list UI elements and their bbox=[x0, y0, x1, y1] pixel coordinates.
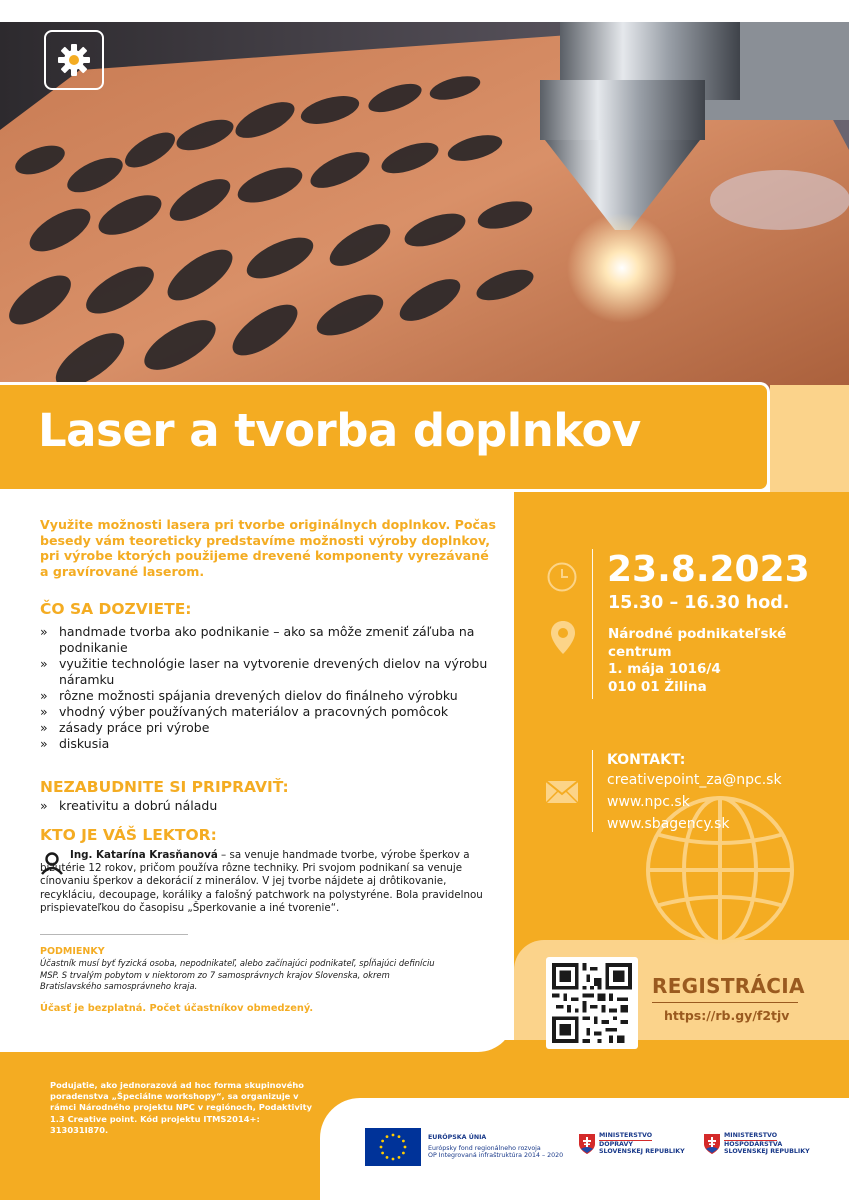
list-item: » diskusia bbox=[40, 736, 500, 752]
registration-link[interactable]: https://rb.gy/f2tjv bbox=[664, 1008, 790, 1023]
event-date: 23.8.2023 bbox=[607, 549, 810, 590]
eu-line-2: OP Integrovaná infraštruktúra 2014 – 2020 bbox=[428, 1152, 564, 1160]
ministry-transport-logo-text bbox=[599, 1132, 699, 1156]
qr-code[interactable] bbox=[546, 957, 638, 1049]
location-pin-icon bbox=[550, 620, 576, 656]
learn-heading: ČO SA DOZVIETE: bbox=[40, 600, 192, 618]
ministry-economy-line-2: SLOVENSKEJ REPUBLIKY bbox=[724, 1148, 810, 1156]
contact-heading: KONTAKT: bbox=[607, 752, 686, 768]
ministry-economy-title: MINISTERSTVO bbox=[724, 1132, 778, 1139]
list-item: » rôzne možnosti spájania drevených dielov do finálneho výrobku bbox=[40, 688, 500, 704]
ministry-economy-line-1: HOSPODÁRSTVA bbox=[724, 1140, 783, 1148]
venue-line: centrum bbox=[608, 643, 672, 660]
clock-icon bbox=[546, 561, 578, 593]
venue-line: Národné podnikateľské bbox=[608, 626, 787, 642]
top-white-strip bbox=[0, 0, 849, 22]
conditions-heading: PODMIENKY bbox=[40, 946, 105, 957]
eu-flag bbox=[365, 1128, 421, 1166]
gear-icon bbox=[56, 42, 92, 78]
lecturer-description: – sa venuje handmade tvorbe, výrobe šperkov a bižutérie 12 rokov, pričom používa rôzne techniky. Pri svojom podnikaní sa venuje cínovaniu šperkov a dekorácií z minerálov. V jej tvorbe nájdete aj drôtikovanie, recykláciu, decoupage, koráliky a falošný patchwork na polystyréne. Bola pravidelnou prispievateľkou do časopisu „Šperkovanie a iné tvorenie“. bbox=[40, 849, 483, 914]
ministry-transport-title: MINISTERSTVO bbox=[599, 1132, 653, 1139]
divider-line bbox=[592, 549, 593, 699]
event-time: 15.30 – 16.30 hod. bbox=[608, 593, 790, 613]
gear-icon-box bbox=[44, 30, 104, 90]
ministry-transport-line-1: DOPRAVY bbox=[599, 1140, 633, 1148]
slovak-shield-icon bbox=[578, 1133, 596, 1155]
registration-underline bbox=[652, 1002, 798, 1003]
list-item: » využitie technológie laser na vytvorenie drevených dielov na výrobu náramku bbox=[40, 656, 500, 688]
qr-code-pattern bbox=[552, 963, 632, 1043]
envelope-icon bbox=[545, 780, 579, 804]
conditions-text: Účastník musí byť fyzická osoba, nepodnikateľ, alebo začínajúci podnikateľ, spĺňajúci definíciu MSP. S trvalým pobytom v niektorom zo 7 samosprávnych krajov Slovenska, okrem Bratislavského samosprávneho kraja. bbox=[40, 958, 435, 992]
contact-email[interactable]: creativepoint_za@npc.sk bbox=[607, 772, 782, 788]
ministry-economy-logo-text bbox=[724, 1132, 834, 1156]
divider-line bbox=[592, 750, 593, 832]
globe-graphic bbox=[640, 790, 800, 950]
eu-logo-text bbox=[428, 1134, 578, 1160]
list-item: » handmade tvorba ako podnikanie – ako sa môže zmeniť záľuba na podnikanie bbox=[40, 624, 500, 656]
list-item: » kreativitu a dobrú náladu bbox=[40, 798, 500, 814]
contact-web-npc[interactable]: www.npc.sk bbox=[607, 794, 690, 810]
eu-line-1: Európsky fond regionálneho rozvoja bbox=[428, 1144, 541, 1152]
page-title: Laser a tvorba doplnkov bbox=[38, 404, 641, 457]
free-entry-note: Účasť je bezplatná. Počet účastníkov obmedzený. bbox=[40, 1003, 314, 1014]
list-item: » vhodný výber používaných materiálov a pracovných pomôcok bbox=[40, 704, 500, 720]
ministry-transport-line-2: SLOVENSKEJ REPUBLIKY bbox=[599, 1148, 685, 1156]
lecturer-bio bbox=[40, 849, 490, 915]
registration-title: REGISTRÁCIA bbox=[652, 974, 805, 998]
header-photo bbox=[0, 0, 849, 405]
eu-title: EURÓPSKA ÚNIA bbox=[428, 1134, 487, 1141]
lecturer-name: Ing. Katarína Krasňanová bbox=[70, 849, 218, 861]
divider bbox=[40, 934, 188, 935]
venue-line: 010 01 Žilina bbox=[608, 678, 707, 695]
intro-text: Využite možnosti lasera pri tvorbe originálnych doplnkov. Počas besedy vám teoreticky predstavíme možnosti výroby doplnkov, pri výrobe ktorých použijeme drevené komponenty vyrezávané a gravírované laserom. bbox=[40, 517, 496, 579]
learn-list bbox=[40, 624, 500, 752]
slovak-shield-icon bbox=[703, 1133, 721, 1155]
event-venue bbox=[608, 626, 828, 696]
bring-list bbox=[40, 798, 500, 814]
light-accent-block bbox=[770, 385, 849, 492]
contact-web-sbagency[interactable]: www.sbagency.sk bbox=[607, 816, 730, 832]
laser-cutting-image bbox=[0, 0, 849, 405]
venue-line: 1. mája 1016/4 bbox=[608, 661, 721, 677]
eu-stars bbox=[365, 1128, 421, 1166]
list-item: » zásady práce pri výrobe bbox=[40, 720, 500, 736]
footer-note: Podujatie, ako jednorazová ad hoc forma skupinového poradenstva „Špeciálne workshopy“, sa organizuje v rámci Národného projektu NPC v regiónoch, Podaktivity 1.3 Creative point. Kód projektu ITMS2014+: 313031I870. bbox=[50, 1080, 313, 1135]
lecturer-heading: KTO JE VÁŠ LEKTOR: bbox=[40, 826, 217, 844]
bring-heading: NEZABUDNITE SI PRIPRAVIŤ: bbox=[40, 778, 289, 796]
